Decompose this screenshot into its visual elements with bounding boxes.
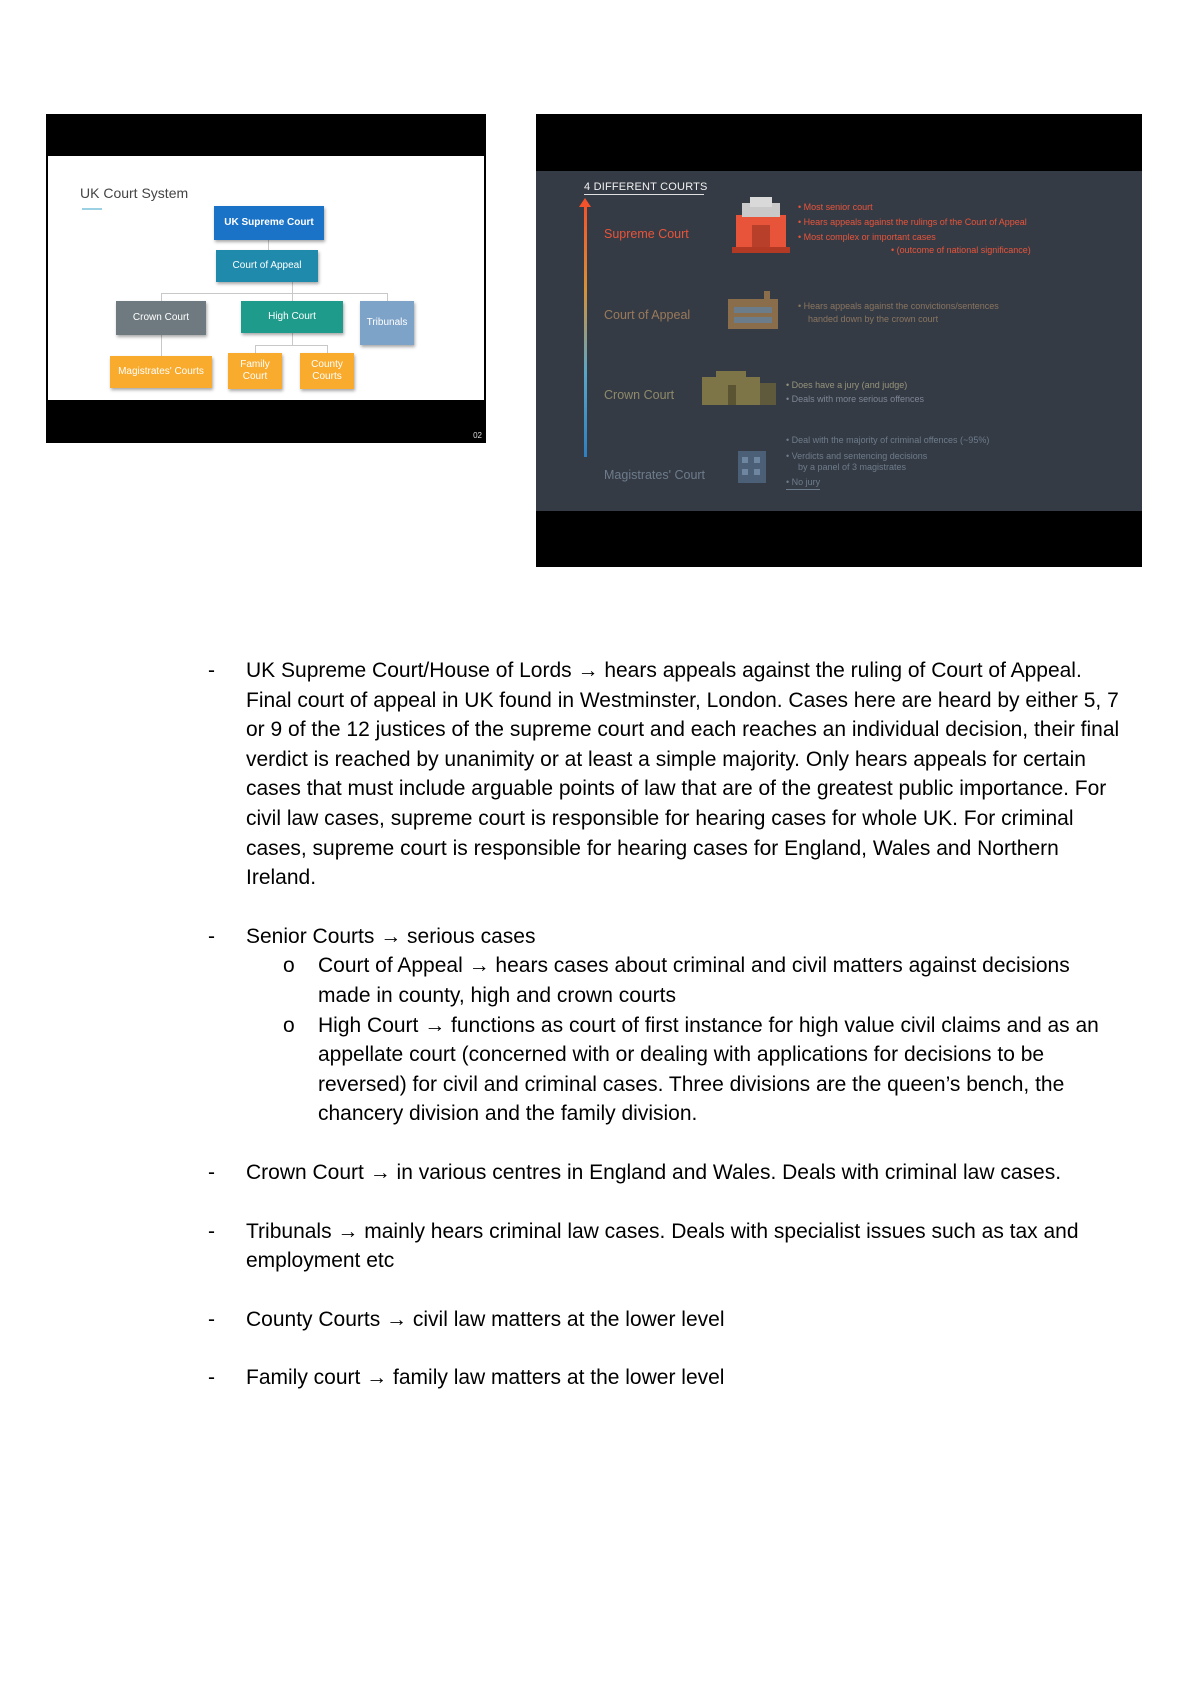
list-item <box>208 1305 1128 1335</box>
crown-bullet: • Deals with more serious offences <box>786 394 925 404</box>
sub-item-text: Court of Appeal → hears cases about criminal and civil matters against decisions made in county, high and crown courts <box>318 954 1070 1007</box>
magistrates-bullet: • Verdicts and sentencing decisions <box>786 451 928 461</box>
list-dash: - <box>208 924 215 948</box>
supreme-bullet: • Most complex or important cases <box>798 232 936 242</box>
four-courts-slide <box>536 114 1142 567</box>
sub-bullet: o <box>283 1013 295 1037</box>
list-item-text: UK Supreme Court/House of Lords → hears appeals against the ruling of Court of Appeal. Final court of appeal in UK found in Westminster, London. Cases here are heard by either 5, 7 or 9 of the 12 justices of the supreme court and each reaches an individual decision, their final verdict is reached by unanimity or at least a simple majority. Only hears appeals for certain cases that must include arguable points of law that are of the greatest public importance. For civil law cases, supreme court is responsible for hearing cases for whole UK. For criminal cases, supreme court is responsible for hearing cases for England, Wales and Northern Ireland. <box>246 659 1120 890</box>
connector <box>327 345 328 353</box>
connector <box>292 282 293 301</box>
title-accent-line <box>82 208 102 210</box>
slide-canvas <box>48 156 484 400</box>
box-county-courts: County Courts <box>300 353 354 389</box>
list-dash: - <box>208 1219 215 1243</box>
list-item-text: Crown Court → in various centres in England and Wales. Deals with criminal law cases. <box>246 1160 1062 1184</box>
connector <box>255 345 327 346</box>
supreme-court-building-icon <box>732 195 790 255</box>
list-item-text: Tribunals → mainly hears criminal law cases. Deals with specialist issues such as tax and employment etc <box>246 1219 1079 1273</box>
connector <box>161 335 162 356</box>
sub-list-item <box>208 951 1128 1010</box>
box-family-court: Family Court <box>228 353 282 389</box>
sub-item-text: High Court → functions as court of first instance for high value civil claims and as an appellate court (concerned with or dealing with applications for decisions to be reversed) for civil and criminal cases. Three divisions are the queen’s bench, the chancery division and the family division. <box>318 1013 1099 1126</box>
connector <box>255 345 256 353</box>
notes-list <box>208 656 1128 1422</box>
list-item-text: Senior Courts → serious cases <box>246 924 536 948</box>
connector <box>268 240 269 250</box>
court-label-supreme: Supreme Court <box>604 227 689 241</box>
box-tribunals: Tribunals <box>360 301 414 345</box>
slide-heading: 4 DIFFERENT COURTS <box>584 181 708 193</box>
appeal-bullet: • Hears appeals against the convictions/sentences <box>798 301 999 311</box>
magistrates-bullet: • Deal with the majority of criminal offences (~95%) <box>786 435 990 445</box>
supreme-bullet: • (outcome of national significance) <box>891 245 1031 255</box>
list-item <box>208 922 1128 1129</box>
sub-list-item <box>208 1011 1128 1129</box>
crown-bullet: • Does have a jury (and judge) <box>786 380 908 390</box>
court-of-appeal-building-icon <box>726 291 780 331</box>
court-label-magistrates: Magistrates' Court <box>604 468 706 482</box>
list-item <box>208 1363 1128 1393</box>
box-magistrates-courts: Magistrates' Courts <box>110 356 212 388</box>
list-dash: - <box>208 1160 215 1184</box>
box-uk-supreme-court: UK Supreme Court <box>214 206 324 240</box>
supreme-bullet: • Most senior court <box>798 202 873 212</box>
slide-canvas <box>536 171 1142 511</box>
list-item <box>208 1158 1128 1188</box>
list-item-text: County Courts → civil law matters at the lower level <box>246 1307 725 1331</box>
connector <box>387 293 388 301</box>
slide-title: UK Court System <box>80 185 189 201</box>
list-item-text: Family court → family law matters at the lower level <box>246 1366 725 1390</box>
heading-underline <box>584 194 704 195</box>
list-dash: - <box>208 1366 215 1390</box>
slide-page-number: 02 <box>473 431 482 440</box>
court-system-slide <box>46 114 486 443</box>
list-dash: - <box>208 659 215 682</box>
magistrates-bullet: by a panel of 3 magistrates <box>798 462 907 472</box>
box-crown-court: Crown Court <box>116 301 206 335</box>
list-dash: - <box>208 1307 215 1331</box>
box-high-court: High Court <box>241 301 343 333</box>
court-label-appeal: Court of Appeal <box>604 308 691 322</box>
connector <box>161 293 162 301</box>
court-label-crown: Crown Court <box>604 388 675 402</box>
magistrates-court-building-icon <box>736 449 768 485</box>
list-item <box>208 656 1128 893</box>
appeal-bullet: handed down by the crown court <box>808 314 939 324</box>
magistrates-bullet: • No jury <box>786 477 820 490</box>
hierarchy-gradient-bar <box>584 205 587 457</box>
connector <box>292 333 293 345</box>
crown-court-building-icon <box>702 371 784 407</box>
connector <box>161 293 387 294</box>
list-item <box>208 1217 1128 1276</box>
sub-bullet: o <box>283 954 295 978</box>
supreme-bullet: • Hears appeals against the rulings of the Court of Appeal <box>798 217 1027 227</box>
box-court-of-appeal: Court of Appeal <box>216 250 318 282</box>
